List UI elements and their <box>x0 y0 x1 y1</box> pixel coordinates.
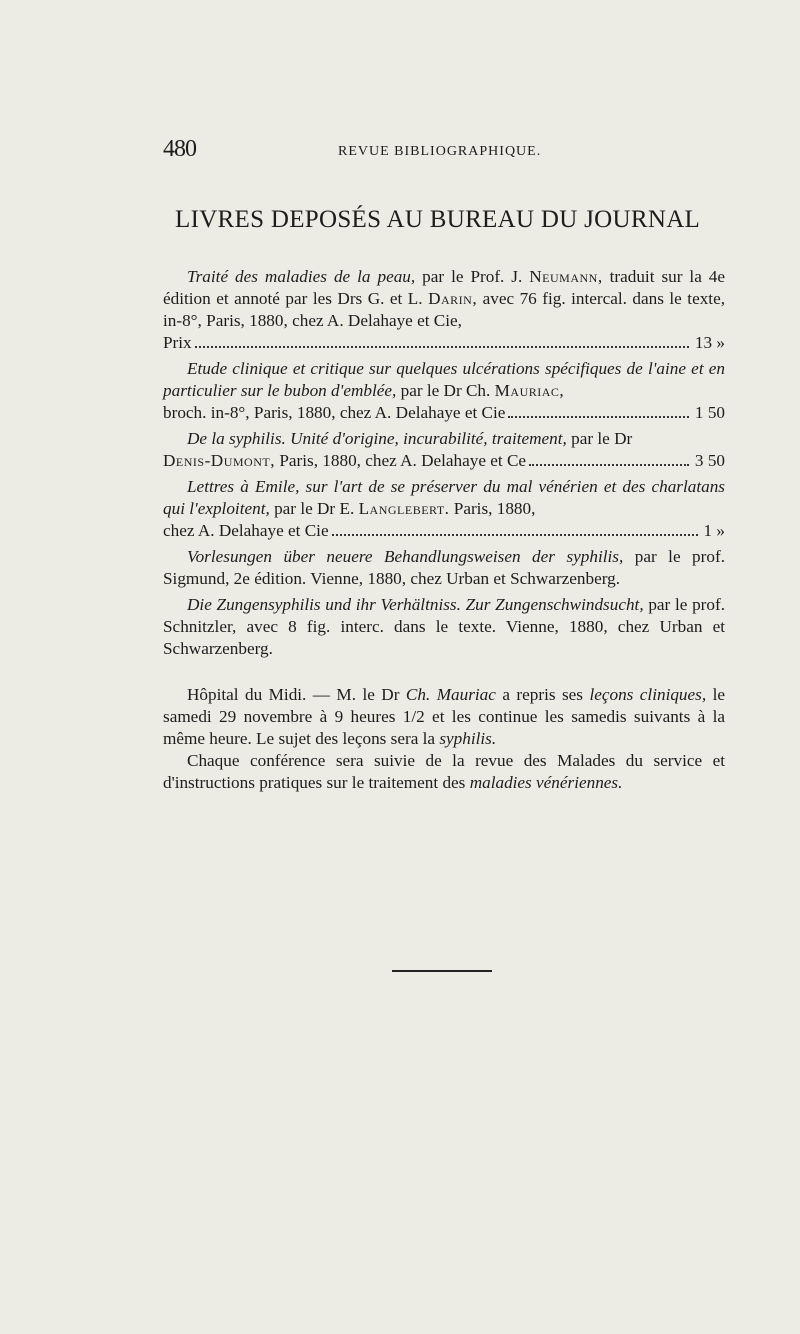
book-entry: Traité des maladies de la peau, par le Prof. J. Neumann, traduit sur la 4e édition et annoté par les Drs G. et L. Darin, avec 76 fig. intercal. dans le texte, in-8°, Paris, 1880, chez A. Delahaye et Cie, Prix 13 » <box>163 267 726 352</box>
book-title: Die Zungensyphilis und ihr Verhältniss. Zur Zungenschwindsucht, <box>187 595 644 614</box>
author-name: Darin, <box>428 289 478 308</box>
running-head: REVUE BIBLIOGRAPHIQUE. <box>338 144 542 159</box>
author-name: Neumann, <box>529 267 603 286</box>
closing-rule <box>392 970 492 972</box>
price-line: Prix 13 » <box>163 333 725 352</box>
book-entry: De la syphilis. Unité d'origine, incurabilité, traitement, par le Dr Denis-Dumont, Paris, 1880, chez A. Delahaye et Ce 3 50 <box>163 429 725 470</box>
author-name: Mauriac, <box>494 381 565 400</box>
book-entry: Etude clinique et critique sur quelques ulcérations spécifiques de l'aine et en particulier sur le bubon d'emblée, par le Dr Ch. Mauriac, broch. in-8°, Paris, 1880, chez A. Delahaye et Cie 1 50 <box>163 359 725 422</box>
person-name: Ch. Mauriac <box>405 685 496 704</box>
book-entry: Lettres à Emile, sur l'art de se préserver du mal vénérien et des charlatans qui l'exploitent, par le Dr E. Langlebert. Paris, 1880, chez A. Delahaye et Cie 1 » <box>163 477 725 540</box>
book-title: Etude clinique et critique sur quelques ulcérations spécifiques de l'aine et en particulier sur le bubon d'emblée, <box>163 359 725 400</box>
author-name: Langlebert. <box>358 499 450 518</box>
book-entry: Die Zungensyphilis und ihr Verhältniss. Zur Zungenschwindsucht, par le prof. Schnitzler, avec 8 fig. interc. dans le texte. Vienne, 1880, chez Urban et Schwarzenberg. <box>163 595 725 658</box>
price-line: Denis-Dumont, Paris, 1880, chez A. Delahaye et Ce 3 50 <box>163 451 725 470</box>
section-title: LIVRES DEPOSÉS AU BUREAU DU JOURNAL <box>175 206 701 233</box>
book-entry: Vorlesungen über neuere Behandlungsweisen der syphilis, par le prof. Sigmund, 2e édition. Vienne, 1880, chez Urban et Schwarzenberg. <box>163 547 725 588</box>
author-name: Denis-Dumont, <box>163 451 276 470</box>
book-title: Traité des maladies de la peau, <box>187 267 416 286</box>
book-title: Vorlesungen über neuere Behandlungsweisen der syphilis, <box>187 547 624 566</box>
price: 13 » <box>694 333 725 352</box>
book-title: De la syphilis. Unité d'origine, incurabilité, traitement, <box>187 429 567 448</box>
price: 1 50 <box>694 403 725 422</box>
page-header <box>163 136 723 166</box>
page-number: 480 <box>163 136 196 162</box>
news-notice: Hôpital du Midi. — M. le Dr Ch. Mauriac a repris ses leçons cliniques, le samedi 29 novembre à 9 heures 1/2 et les continue les samedis suivants à la même heure. Le sujet des leçons sera la syphilis. Chaque conférence sera suivie de la revue des Malades du service et d'instructions pratiques sur le traitement des maladies vénériennes. <box>163 685 725 792</box>
price-line: chez A. Delahaye et Cie 1 » <box>163 521 725 540</box>
price-line: broch. in-8°, Paris, 1880, chez A. Delahaye et Cie 1 50 <box>163 403 725 422</box>
book-title: Lettres à Emile, sur l'art de se préserver du mal vénérien et des charlatans qui l'exploitent, <box>163 477 725 518</box>
price: 1 » <box>703 521 725 540</box>
price: 3 50 <box>694 451 725 470</box>
book-list <box>163 266 725 794</box>
